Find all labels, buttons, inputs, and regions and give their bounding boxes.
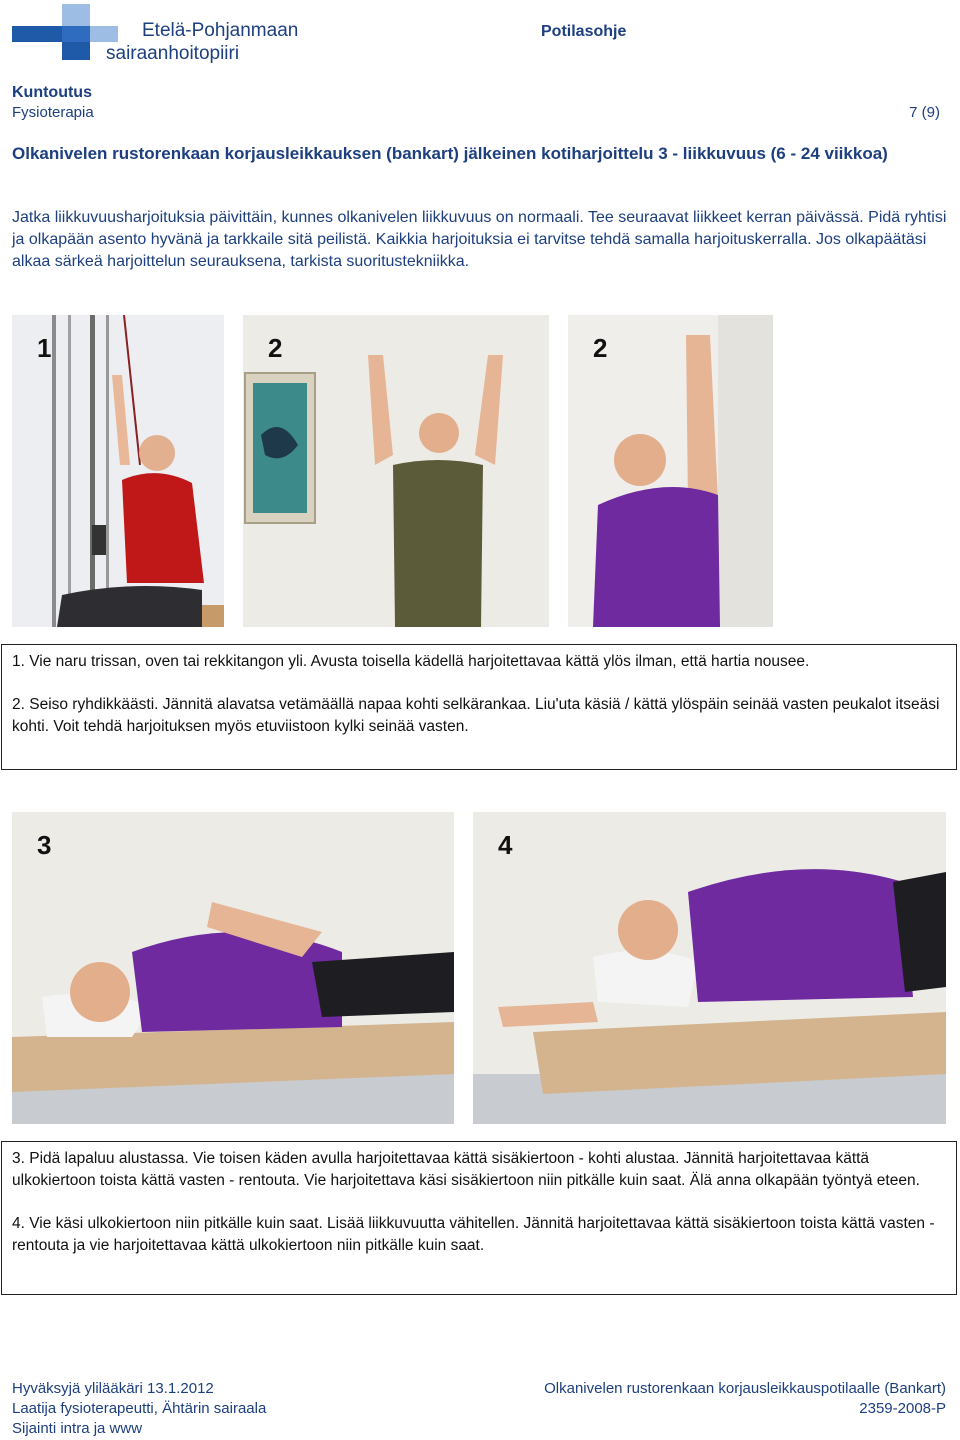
- exercise-photo-1: [12, 315, 224, 627]
- footer-left: [12, 1379, 266, 1439]
- instruction-4: 4. Vie käsi ulkokiertoon niin pitkälle kuin saat. Lisää liikkuvuutta vähitellen. Jännitä harjoitettavaa kättä sisäkiertoon toista kättä vasten - rentouta ja vie harjoitettavaa kättä ulkokiertoon niin pitkälle kuin saat.: [12, 1215, 935, 1254]
- instructions-box-2: [1, 1141, 957, 1295]
- instruction-3: 3. Pidä lapaluu alustassa. Vie toisen käden avulla harjoitettavaa kättä sisäkiertoon - kohti alustaa. Jännitä harjoitettavaa kättä ulkokiertoon toista kättä vasten - rentouta. Vie harjoitettava käsi sisäkiertoon niin pitkälle kuin saat. Älä anna olkapään työntyä eteen.: [12, 1150, 920, 1189]
- footer-doc-title: Olkanivelen rustorenkaan korjausleikkauspotilaalle (Bankart): [544, 1380, 946, 1397]
- exercise-photo-2b: [568, 315, 773, 627]
- instruction-1: 1. Vie naru trissan, oven tai rekkitangon yli. Avusta toisella kädellä harjoitettavaa kättä ylös ilman, että hartia nousee.: [12, 653, 810, 670]
- footer-doc-code: 2359-2008-P: [859, 1400, 946, 1417]
- page-title: Olkanivelen rustorenkaan korjausleikkauksen (bankart) jälkeinen kotiharjoittelu 3 - liikkuvuus (6 - 24 viikkoa): [12, 144, 888, 163]
- intro-paragraph: Jatka liikkuvuusharjoituksia päivittäin, kunnes olkanivelen liikkuvuus on normaali. Tee seuraavat liikkeet kerran päivässä. Pidä ryhtisi ja olkapään asento hyvänä ja tarkkaile sitä peilistä. Kaikkia harjoituksia ei tarvitse tehdä samalla harjoituskerralla. Jos olkapäätäsi alkaa särkeä harjoittelun seurauksena, tarkista suoritustekniikka.: [12, 209, 947, 270]
- photo-label-2b: 2: [593, 333, 608, 363]
- exercise-photo-4: [473, 812, 946, 1124]
- department: Kuntoutus: [12, 84, 92, 101]
- approved-by: Hyväksyjä ylilääkäri 13.1.2012: [12, 1380, 214, 1397]
- author: Laatija fysioterapeutti, Ähtärin sairaala: [12, 1400, 267, 1417]
- org-name-line2: sairaanhoitopiiri: [106, 43, 240, 64]
- exercise-photo-2a: [243, 315, 549, 627]
- instructions-box-1: [1, 644, 957, 770]
- footer-right: [544, 1379, 946, 1419]
- location: Sijainti intra ja www: [12, 1420, 143, 1437]
- photo-label-4: 4: [498, 830, 513, 860]
- org-name-line1: Etelä-Pohjanmaan: [142, 20, 299, 41]
- hospital-logo: [10, 2, 310, 72]
- photo-label-2a: 2: [268, 333, 283, 363]
- subdepartment: Fysioterapia: [12, 104, 94, 121]
- instruction-2: 2. Seiso ryhdikkäästi. Jännitä alavatsa vetämäällä napaa kohti selkärankaa. Liu'uta käsiä / kättä ylöspäin seinää vasten peukalot itseäsi kohti. Voit tehdä harjoituksen myös etuviistoon kylki seinää vasten.: [12, 696, 940, 735]
- exercise-photo-3: [12, 812, 454, 1124]
- document-type: Potilasohje: [541, 23, 627, 40]
- page-number: 7 (9): [909, 104, 940, 121]
- photo-label-1: 1: [37, 333, 52, 363]
- photo-label-3: 3: [37, 830, 52, 860]
